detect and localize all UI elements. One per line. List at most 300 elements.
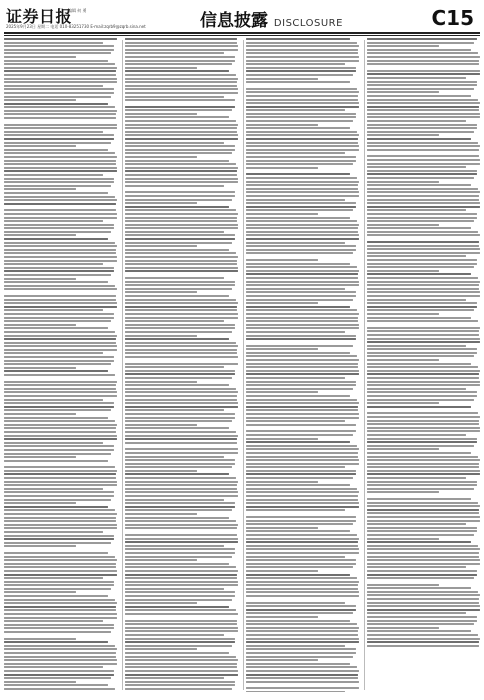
text-line xyxy=(125,174,237,176)
text-line xyxy=(4,524,117,526)
text-line xyxy=(367,45,439,47)
text-line xyxy=(125,85,237,87)
text-line xyxy=(4,460,108,462)
text-line xyxy=(125,566,236,568)
text-line xyxy=(125,156,197,158)
text-line xyxy=(125,324,235,326)
text-line xyxy=(246,163,353,165)
text-line xyxy=(246,541,358,543)
text-line xyxy=(4,381,117,383)
text-line xyxy=(4,92,114,94)
text-line xyxy=(246,473,356,475)
text-line xyxy=(4,602,117,604)
text-line xyxy=(367,91,439,93)
text-line xyxy=(246,502,359,504)
text-line xyxy=(367,63,479,65)
text-line xyxy=(246,302,318,304)
text-line xyxy=(4,74,116,76)
text-line xyxy=(367,224,439,226)
text-line xyxy=(246,345,353,347)
text-line xyxy=(367,359,439,361)
text-line xyxy=(367,327,480,329)
text-line xyxy=(246,648,356,650)
text-line xyxy=(4,281,108,283)
text-line xyxy=(367,612,466,614)
text-line xyxy=(367,56,480,58)
text-line xyxy=(4,620,103,622)
text-line xyxy=(367,170,477,172)
text-line xyxy=(4,645,115,647)
text-line xyxy=(246,463,359,465)
text-line xyxy=(246,113,356,115)
text-line xyxy=(125,231,224,233)
text-line xyxy=(246,124,318,126)
text-line xyxy=(4,406,114,408)
text-line xyxy=(125,42,237,44)
text-line xyxy=(125,574,237,576)
text-line xyxy=(246,52,358,54)
text-line xyxy=(4,213,117,215)
text-line xyxy=(367,594,480,596)
text-line xyxy=(4,473,116,475)
text-line xyxy=(246,106,359,108)
text-line xyxy=(246,355,357,357)
text-line xyxy=(246,630,358,632)
text-line xyxy=(125,435,238,437)
text-line xyxy=(4,342,116,344)
text-line xyxy=(4,124,117,126)
text-line xyxy=(4,663,117,665)
text-line xyxy=(125,641,235,643)
text-line xyxy=(367,134,439,136)
text-line xyxy=(125,484,237,486)
text-line xyxy=(367,166,466,168)
text-line xyxy=(4,185,111,187)
text-line xyxy=(4,174,103,176)
text-line xyxy=(125,656,236,658)
text-line xyxy=(4,249,116,251)
text-line xyxy=(367,430,480,432)
text-line xyxy=(367,209,466,211)
text-line xyxy=(4,570,117,572)
text-line xyxy=(246,81,350,83)
text-line xyxy=(125,599,232,601)
text-line xyxy=(246,438,318,440)
text-line xyxy=(246,666,357,668)
text-line xyxy=(367,302,477,304)
text-line xyxy=(125,92,238,94)
text-line xyxy=(4,56,76,58)
text-line xyxy=(4,367,76,369)
text-line xyxy=(246,588,358,590)
text-line xyxy=(4,613,117,615)
text-line xyxy=(367,70,480,72)
text-line xyxy=(125,106,235,108)
text-line xyxy=(246,656,353,658)
text-line xyxy=(4,624,114,626)
text-line xyxy=(4,581,114,583)
text-line xyxy=(367,509,479,511)
text-line xyxy=(125,602,197,604)
text-line xyxy=(246,373,359,375)
text-line xyxy=(246,488,357,490)
text-line xyxy=(125,195,235,197)
text-line xyxy=(4,238,108,240)
text-line xyxy=(4,52,111,54)
text-line xyxy=(367,534,474,536)
text-line xyxy=(246,234,359,236)
text-line xyxy=(246,581,359,583)
text-line xyxy=(246,160,356,162)
text-line xyxy=(4,402,114,404)
text-line xyxy=(246,331,345,333)
text-line xyxy=(4,156,117,158)
text-line xyxy=(125,252,236,254)
text-line xyxy=(125,620,237,622)
text-line xyxy=(367,120,466,122)
text-line xyxy=(367,145,480,147)
text-line xyxy=(4,142,111,144)
text-line xyxy=(246,381,356,383)
column-divider xyxy=(364,40,365,690)
text-line xyxy=(125,588,224,590)
text-line xyxy=(246,227,358,229)
text-line xyxy=(4,631,111,633)
text-line xyxy=(4,234,76,236)
text-line xyxy=(367,630,471,632)
text-line xyxy=(367,199,479,201)
text-line xyxy=(4,370,108,372)
text-line xyxy=(246,681,359,683)
text-line xyxy=(367,248,480,250)
text-line xyxy=(367,266,474,268)
text-line xyxy=(125,623,237,625)
text-line xyxy=(246,259,318,261)
text-line xyxy=(367,416,480,418)
text-line xyxy=(246,366,358,368)
text-line xyxy=(125,634,224,636)
section-title-cn: 信息披露 xyxy=(200,11,268,31)
text-line xyxy=(125,502,235,504)
text-line xyxy=(367,552,479,554)
text-line xyxy=(367,124,477,126)
text-line xyxy=(246,242,345,244)
text-line xyxy=(246,424,356,426)
text-line xyxy=(367,481,477,483)
text-line xyxy=(4,677,111,679)
text-line xyxy=(367,102,480,104)
text-line xyxy=(367,556,479,558)
text-line xyxy=(367,423,479,425)
text-line xyxy=(4,356,114,358)
text-line xyxy=(246,538,359,540)
text-line xyxy=(367,609,480,611)
text-line xyxy=(246,220,357,222)
text-line xyxy=(4,270,114,272)
text-line xyxy=(4,203,116,205)
text-line xyxy=(367,231,478,233)
text-line xyxy=(4,656,116,658)
text-line xyxy=(4,217,117,219)
text-line xyxy=(367,512,479,514)
text-line xyxy=(246,217,350,219)
text-line xyxy=(367,259,477,261)
text-line xyxy=(4,588,111,590)
text-line xyxy=(367,213,477,215)
text-line xyxy=(367,441,477,443)
text-line xyxy=(4,70,116,72)
text-line xyxy=(4,317,114,319)
text-line xyxy=(246,288,345,290)
text-line xyxy=(4,545,76,547)
text-line xyxy=(246,612,353,614)
text-line xyxy=(367,149,479,151)
text-line xyxy=(4,252,116,254)
text-line xyxy=(367,184,471,186)
text-line xyxy=(367,173,477,175)
text-line xyxy=(125,317,238,319)
text-line xyxy=(4,188,76,190)
text-line xyxy=(367,116,480,118)
text-line xyxy=(367,42,474,44)
text-line xyxy=(367,273,471,275)
text-line xyxy=(4,327,108,329)
text-line xyxy=(246,249,356,251)
text-line xyxy=(125,281,235,283)
text-line xyxy=(4,245,117,247)
text-line xyxy=(4,167,117,169)
text-line xyxy=(367,538,439,540)
text-line xyxy=(125,167,238,169)
text-line xyxy=(125,99,235,101)
text-line xyxy=(246,224,359,226)
text-line xyxy=(4,117,116,119)
text-line xyxy=(367,345,466,347)
text-line xyxy=(125,630,238,632)
text-line xyxy=(246,563,356,565)
text-line xyxy=(246,213,318,215)
text-line xyxy=(367,427,480,429)
text-line xyxy=(4,96,111,98)
text-line xyxy=(246,131,357,133)
masthead-info: 2025年9月23日 星期二 电话 010-83251730 E-mail:zqrb9@zqrb.sina.net xyxy=(6,24,146,29)
text-line xyxy=(367,263,477,265)
text-line xyxy=(367,313,439,315)
text-line xyxy=(246,181,359,183)
text-line xyxy=(367,399,474,401)
text-line xyxy=(246,506,359,508)
text-line xyxy=(367,602,479,604)
text-line xyxy=(4,260,117,262)
text-line xyxy=(246,638,359,640)
text-line xyxy=(367,49,471,51)
text-line xyxy=(125,409,224,411)
text-line xyxy=(246,448,359,450)
text-line xyxy=(367,177,474,179)
text-line xyxy=(125,263,237,265)
text-line xyxy=(367,412,478,414)
text-line xyxy=(125,495,238,497)
text-line xyxy=(4,481,117,483)
text-line xyxy=(125,513,197,515)
text-line xyxy=(125,45,238,47)
text-line xyxy=(246,67,356,69)
text-line xyxy=(125,363,238,365)
text-line xyxy=(4,431,116,433)
text-line xyxy=(125,506,235,508)
text-line xyxy=(367,217,477,219)
text-line xyxy=(4,466,115,468)
text-line xyxy=(125,663,237,665)
text-line xyxy=(246,231,358,233)
text-line xyxy=(125,491,238,493)
text-line xyxy=(125,356,238,358)
text-line xyxy=(367,291,480,293)
text-line xyxy=(4,224,114,226)
text-line xyxy=(125,120,236,122)
text-line xyxy=(125,520,236,522)
text-line xyxy=(367,163,480,165)
page-number: C15 xyxy=(431,6,474,30)
text-line xyxy=(125,666,237,668)
text-line xyxy=(125,373,235,375)
text-line xyxy=(367,384,480,386)
text-line xyxy=(4,659,117,661)
text-line xyxy=(367,491,439,493)
text-line xyxy=(367,577,474,579)
text-line xyxy=(4,49,114,51)
text-line xyxy=(367,448,439,450)
text-line xyxy=(125,342,236,344)
text-line xyxy=(246,49,358,51)
text-line xyxy=(246,441,350,443)
text-line xyxy=(367,355,474,357)
text-line xyxy=(246,167,318,169)
text-line xyxy=(246,477,353,479)
text-line xyxy=(4,170,117,172)
text-line xyxy=(246,295,356,297)
text-line xyxy=(125,142,224,144)
text-line xyxy=(246,152,345,154)
text-line xyxy=(125,309,237,311)
text-line xyxy=(367,420,479,422)
header-rule-thin xyxy=(4,35,480,36)
text-line xyxy=(125,370,235,372)
text-line xyxy=(125,509,232,511)
text-column-4 xyxy=(367,38,480,692)
text-line xyxy=(125,160,229,162)
text-line xyxy=(367,352,477,354)
text-line xyxy=(125,238,235,240)
text-line xyxy=(4,345,117,347)
text-line xyxy=(4,299,116,301)
text-line xyxy=(246,270,359,272)
text-line xyxy=(246,335,356,337)
text-line xyxy=(125,570,238,572)
text-line xyxy=(246,548,359,550)
text-line xyxy=(125,563,229,565)
text-line xyxy=(4,563,116,565)
text-line xyxy=(4,374,115,376)
text-line xyxy=(246,620,350,622)
text-line xyxy=(246,687,359,689)
text-line xyxy=(367,206,480,208)
text-line xyxy=(367,234,480,236)
text-line xyxy=(125,591,235,593)
text-line xyxy=(246,281,359,283)
text-line xyxy=(246,359,359,361)
text-line xyxy=(4,688,115,690)
text-line xyxy=(246,127,350,129)
text-line xyxy=(125,406,238,408)
text-line xyxy=(246,199,345,201)
text-line xyxy=(246,470,356,472)
text-line xyxy=(125,138,238,140)
text-line xyxy=(367,317,471,319)
text-line xyxy=(367,598,479,600)
text-line xyxy=(125,648,197,650)
text-line xyxy=(125,256,238,258)
text-line xyxy=(4,163,116,165)
text-line xyxy=(246,445,357,447)
text-line xyxy=(4,484,117,486)
text-line xyxy=(367,373,479,375)
text-line xyxy=(4,591,76,593)
text-line xyxy=(246,520,356,522)
text-line xyxy=(125,388,236,390)
section-title-en: DISCLOSURE xyxy=(273,18,343,29)
text-line xyxy=(367,159,480,161)
text-line xyxy=(4,138,114,140)
text-line xyxy=(246,156,356,158)
text-line xyxy=(367,466,479,468)
text-line xyxy=(125,74,236,76)
text-line xyxy=(246,63,345,65)
text-line xyxy=(367,473,480,475)
text-line xyxy=(125,688,232,690)
text-line xyxy=(367,252,480,254)
text-line xyxy=(367,470,480,472)
text-line xyxy=(246,266,357,268)
text-line xyxy=(367,320,478,322)
text-line xyxy=(125,116,229,118)
text-line xyxy=(4,131,103,133)
text-line xyxy=(125,178,238,180)
text-line xyxy=(4,178,114,180)
text-line xyxy=(246,395,350,397)
text-line xyxy=(367,281,480,283)
text-line xyxy=(4,278,76,280)
text-line xyxy=(367,623,474,625)
text-line xyxy=(4,231,111,233)
text-line xyxy=(125,552,235,554)
text-line xyxy=(4,638,76,640)
text-line xyxy=(4,606,116,608)
text-line xyxy=(367,113,480,115)
text-line xyxy=(246,591,359,593)
text-line xyxy=(246,430,356,432)
text-line xyxy=(4,267,114,269)
text-line xyxy=(4,517,116,519)
text-line xyxy=(125,559,197,561)
text-line xyxy=(4,520,116,522)
article-columns xyxy=(4,38,480,692)
text-line xyxy=(4,435,117,437)
text-line xyxy=(125,473,229,475)
text-line xyxy=(125,456,224,458)
text-line xyxy=(367,530,477,532)
text-line xyxy=(125,81,237,83)
